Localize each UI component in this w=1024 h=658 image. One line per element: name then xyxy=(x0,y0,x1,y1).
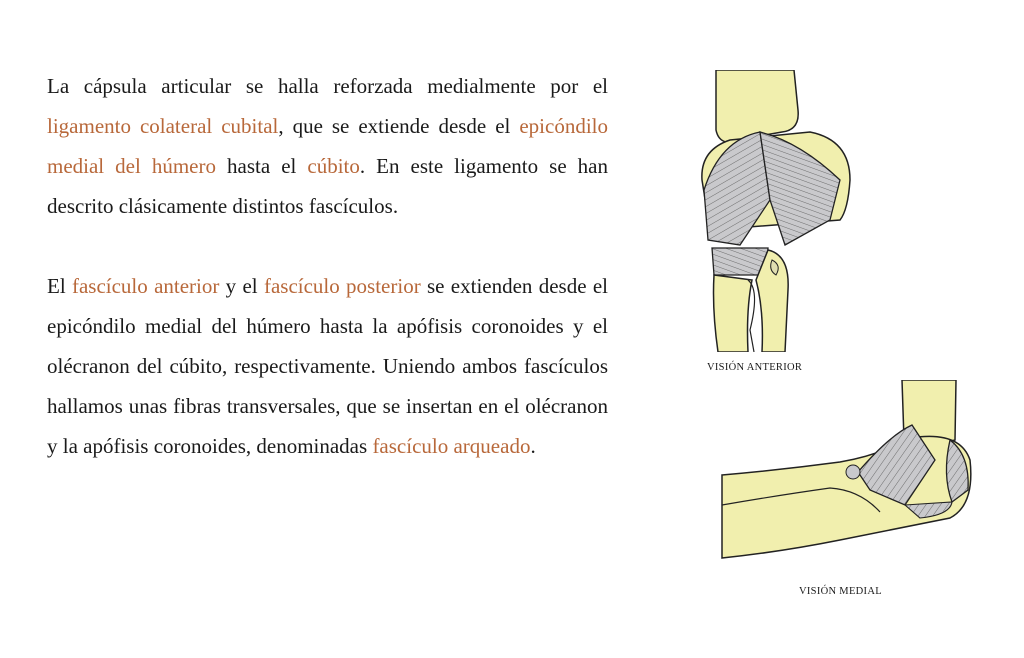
term-epicondilo-medial: epicóndilo medial del húmero xyxy=(47,114,609,178)
term-fasciculo-arqueado: fascículo arqueado xyxy=(372,434,531,458)
paragraph-fasciculos xyxy=(47,266,608,466)
text-run: . En este ligamento se han descrito clásicamente distintos fascículos. xyxy=(47,154,608,218)
paragraph-capsule xyxy=(47,66,608,226)
term-ligamento-colateral-cubital: ligamento colateral cubital xyxy=(47,114,279,138)
text-run: se extienden desde el epicóndilo medial del húmero hasta la apófisis coronoides y el olécranon del cúbito, respectivamente. Uniendo ambos fascículos hallamos unas fibras transversales, que se insertan en el olécranon y la apófisis coronoides, denominadas xyxy=(47,274,609,458)
text-run: La cápsula articular se halla reforzada medialmente por el xyxy=(47,74,608,98)
term-fasciculo-posterior: fascículo posterior xyxy=(263,274,421,298)
text-run: hasta el xyxy=(216,154,308,178)
text-run: , que se extiende desde el xyxy=(278,114,520,138)
caption-vision-anterior: VISIÓN ANTERIOR xyxy=(707,362,803,373)
text-run: y el xyxy=(219,274,264,298)
term-fasciculo-anterior: fascículo anterior xyxy=(71,274,220,298)
caption-vision-medial: VISIÓN MEDIAL xyxy=(799,586,882,597)
elbow-anterior-illustration xyxy=(690,70,860,352)
elbow-medial-illustration xyxy=(720,380,975,565)
term-cubito: cúbito xyxy=(307,154,360,178)
text-column xyxy=(47,66,608,466)
text-run: El xyxy=(47,274,72,298)
text-run: . xyxy=(530,434,536,458)
